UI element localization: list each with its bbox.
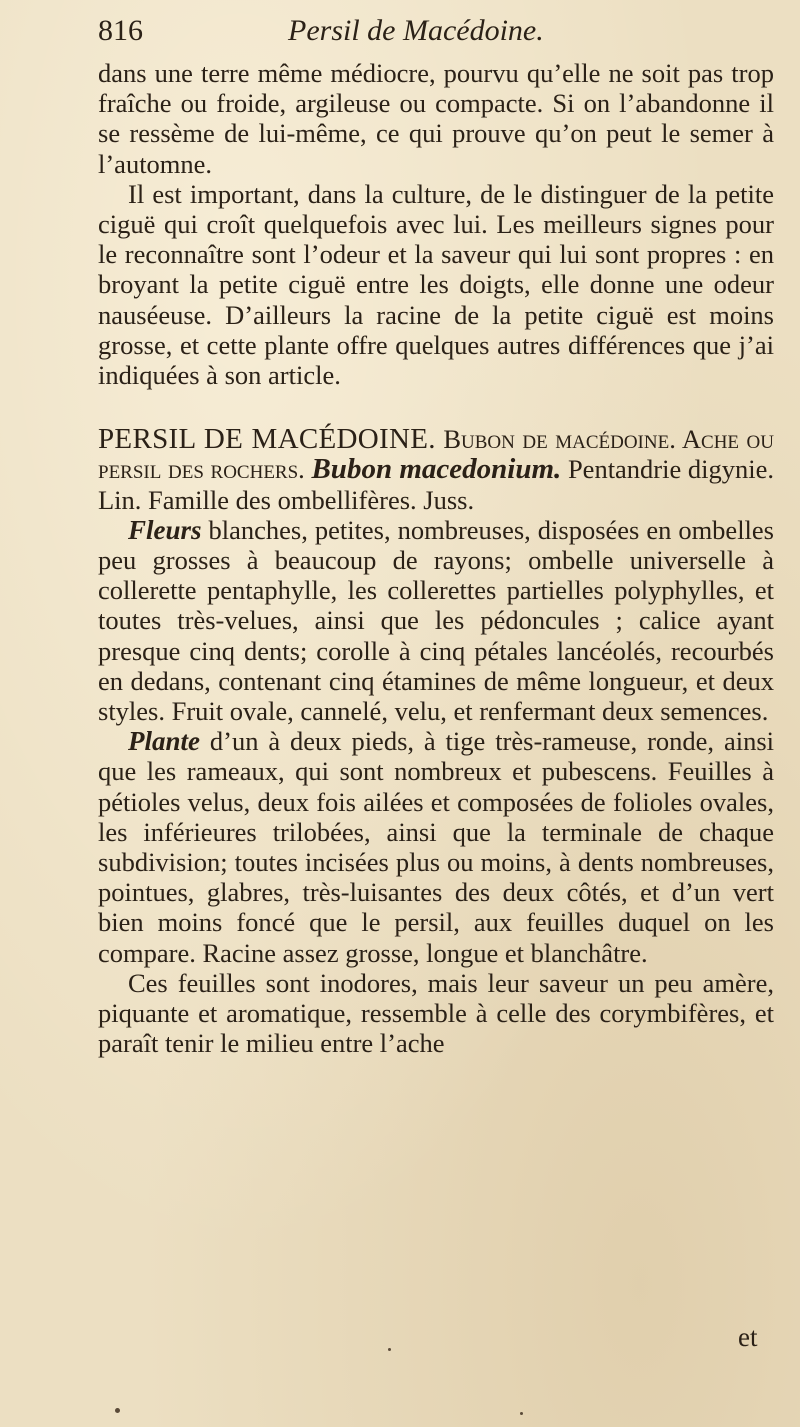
fleurs-lead: Fleurs <box>128 514 202 545</box>
entry-title: PERSIL DE MACÉDOINE. <box>98 423 436 456</box>
paragraph-plante <box>98 726 774 968</box>
plante-lead: Plante <box>128 726 200 757</box>
paper-speck <box>388 1348 391 1351</box>
entry-classification: Pentandrie digynie. Lin. Famille des ombellifères. Juss. <box>98 454 775 515</box>
plante-text: d’un à deux pieds, à tige très-rameuse, ronde, ainsi que les rameaux, qui sont nombreux et pubescens. Feuilles à pétioles velus, deux fois ailées et composées de folioles ovales, les inférieures trilobées, ainsi que la terminale de chaque subdivision; toutes incisées plus ou moins, à dents nombreuses, pointues, glabres, très-luisantes des deux côtés, et d’un vert bien moins foncé que le persil, aux feuilles duquel on les compare. Racine assez grosse, longue et blanchâtre. <box>98 726 774 968</box>
running-head-title: Persil de Macédoine. <box>288 14 544 47</box>
paragraph-cigue-distinction: Il est important, dans la culture, de le distinguer de la petite ciguë qui croît quelquefois avec lui. Les meilleurs signes pour le reconnaître sont l’odeur et la saveur qui lui sont propres : en broyant la petite ciguë entre les doigts, elle donne une odeur nauséeuse. D’ailleurs la racine de la petite ciguë est moins grosse, et cette plante offre quelques autres différences que j’ai indiquées à son article. <box>98 178 774 391</box>
paper-speck <box>115 1408 120 1413</box>
paragraph-saveur: Ces feuilles sont inodores, mais leur saveur un peu amère, piquante et aromatique, ressemble à celle des corymbifères, et paraît tenir le milieu entre l’ache <box>98 967 774 1059</box>
page-number: 816 <box>98 14 143 47</box>
paragraph-fleurs <box>98 515 774 726</box>
entry-synonyms: Bubon de macédoine. Ache ou persil des rochers. <box>98 424 774 485</box>
entry-latin-name: Bubon macedonium. <box>311 453 562 486</box>
fleurs-text: blanches, petites, nombreuses, disposées en ombelles peu grosses à beaucoup de rayons; ombelle universelle à collerette pentaphylle, les collerettes partielles polyphylles, et toutes très-velues, ainsi que les pédoncules ; calice ayant presque cinq dents; corolle à cinq pétales lancéolés, recourbés en dedans, contenant cinq étamines de même longueur, et deux styles. Fruit ovale, cannelé, velu, et renfermant deux semences. <box>98 514 774 727</box>
body-text <box>98 58 774 1059</box>
entry-heading-paragraph <box>98 424 774 515</box>
paragraph-continuation: dans une terre même médiocre, pourvu qu’elle ne soit pas trop fraîche ou froide, argileuse ou compacte. Si on l’abandonne il se ressème de lui-même, ce qui prouve qu’on peut le semer à l’automne. <box>98 58 774 179</box>
running-head <box>98 14 778 54</box>
catchword: et <box>738 1322 758 1352</box>
paper-speck <box>520 1412 523 1415</box>
